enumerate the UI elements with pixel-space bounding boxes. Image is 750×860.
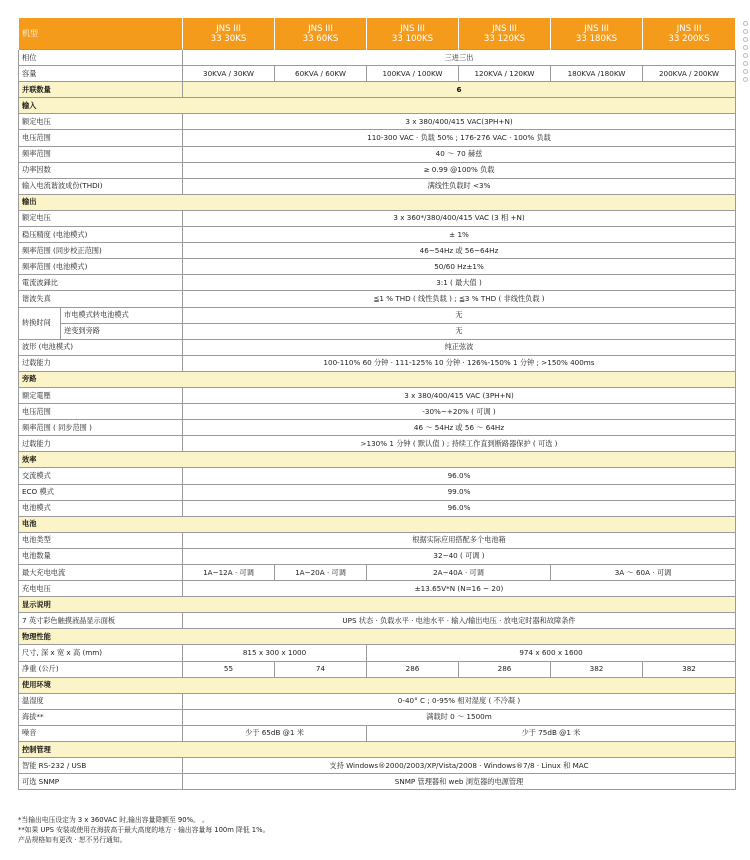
table-row: [19, 468, 736, 484]
row-label: 并联数量: [19, 82, 183, 98]
row-value: 2A~40A · 可调: [367, 565, 551, 581]
section-environment: [19, 677, 736, 693]
table-row: [19, 404, 736, 420]
row-label: 频率范围 (同步校正范围): [19, 243, 183, 259]
spec-table: [18, 18, 736, 790]
section-battery: [19, 516, 736, 532]
section-display: [19, 597, 736, 613]
row-value: 3 x 380/400/415 VAC (3PH+N): [183, 387, 736, 403]
section-title: 显示说明: [19, 597, 736, 613]
table-row: [19, 210, 736, 226]
table-row: [19, 259, 736, 275]
table-row: [19, 50, 736, 66]
model-1: JNS III 33 30KS: [183, 18, 275, 50]
dot-icon: [743, 21, 748, 26]
dot-icon: [743, 37, 748, 42]
row-value: SNMP 管理器和 web 浏览器的电源管理: [183, 774, 736, 790]
row-value: 三进三出: [183, 50, 736, 66]
row-label: 功率因数: [19, 162, 183, 178]
row-label: ECO 模式: [19, 484, 183, 500]
row-value: 满载时 0 ～ 1500m: [183, 709, 736, 725]
table-row: [19, 693, 736, 709]
table-row: [19, 709, 736, 725]
table-row: [19, 130, 736, 146]
row-value: 74: [275, 661, 367, 677]
row-label: 频率范围 (电池模式): [19, 259, 183, 275]
row-value: 支持 Windows®2000/2003/XP/Vista/2008 · Windows®7/8 · Linux 和 MAC: [183, 758, 736, 774]
table-row: [19, 291, 736, 307]
dot-icon: [743, 29, 748, 34]
decorative-dots: [738, 18, 750, 69]
section-efficiency: [19, 452, 736, 468]
table-row: [19, 227, 736, 243]
row-label: 额定电压: [19, 210, 183, 226]
row-label: 转换时间: [19, 307, 61, 339]
row-value: 少于 65dB @1 米: [183, 725, 367, 741]
row-label: 尺寸, 深 x 宽 x 高 (mm): [19, 645, 183, 661]
row-value: 0-40° C ; 0-95% 相对湿度 ( 不冷凝 ): [183, 693, 736, 709]
dot-icon: [743, 53, 748, 58]
table-row: [19, 420, 736, 436]
row-value: 根据实际应用搭配多个电池箱: [183, 532, 736, 548]
row-label: 净重 (公斤): [19, 661, 183, 677]
row-label: 容量: [19, 66, 183, 82]
section-title: 电池: [19, 516, 736, 532]
section-physical: [19, 629, 736, 645]
row-label: 充电电压: [19, 581, 183, 597]
row-label: 可选 SNMP: [19, 774, 183, 790]
row-value: 3 x 380/400/415 VAC(3PH+N): [183, 114, 736, 130]
row-value: 974 x 600 x 1600: [367, 645, 736, 661]
table-row: [19, 661, 736, 677]
table-row: [19, 725, 736, 741]
row-sublabel: 市电模式转电池模式: [61, 307, 183, 323]
row-label: 7 英寸彩色触摸液晶显示面板: [19, 613, 183, 629]
table-row: [19, 243, 736, 259]
model-6: JNS III 33 200KS: [643, 18, 736, 50]
row-value: 少于 75dB @1 米: [367, 725, 736, 741]
row-value: 1A~20A · 可调: [275, 565, 367, 581]
row-value: 110-300 VAC · 负载 50% ; 176-276 VAC · 100% 负载: [183, 130, 736, 146]
row-value: 286: [367, 661, 459, 677]
row-label: 額定電壓: [19, 387, 183, 403]
row-value: ±13.65V*N (N=16 ~ 20): [183, 581, 736, 597]
model-5: JNS III 33 180KS: [551, 18, 643, 50]
row-label: 电池类型: [19, 532, 183, 548]
row-label: 频率范围 ( 同步范围 ): [19, 420, 183, 436]
row-value: 46~54Hz 或 56~64Hz: [183, 243, 736, 259]
row-label: 电池数量: [19, 548, 183, 564]
row-label: 电池模式: [19, 500, 183, 516]
table-row: [19, 532, 736, 548]
table-row: [19, 613, 736, 629]
table-row: [19, 146, 736, 162]
row-label: 交流模式: [19, 468, 183, 484]
row-value: 30KVA / 30KW: [183, 66, 275, 82]
row-value: 96.0%: [183, 468, 736, 484]
table-row: [19, 66, 736, 82]
row-label: 最大充电电流: [19, 565, 183, 581]
section-output: [19, 194, 736, 210]
section-title: 旁路: [19, 371, 736, 387]
section-title: 输出: [19, 194, 736, 210]
footnote: **如果 UPS 安装或使用在海拔高于最大高度的地方 · 输出容量每 100m 降低 1%。: [18, 826, 270, 834]
section-input: [19, 98, 736, 114]
row-value: 55: [183, 661, 275, 677]
row-value: 99.0%: [183, 484, 736, 500]
table-row: [19, 355, 736, 371]
row-label: 温湿度: [19, 693, 183, 709]
model-label: 机型: [19, 18, 183, 50]
row-value: 3 x 360*/380/400/415 VAC (3 相 +N): [183, 210, 736, 226]
section-title: 使用环境: [19, 677, 736, 693]
row-label: 相位: [19, 50, 183, 66]
dot-icon: [743, 69, 748, 74]
row-value: 无: [183, 307, 736, 323]
section-title: 物理性能: [19, 629, 736, 645]
table-row: [19, 484, 736, 500]
table-row: [19, 178, 736, 194]
dot-icon: [743, 77, 748, 82]
model-4: JNS III 33 120KS: [459, 18, 551, 50]
row-value: 286: [459, 661, 551, 677]
row-label: 额定电压: [19, 114, 183, 130]
row-value: 46 ～ 54Hz 或 56 ～ 64Hz: [183, 420, 736, 436]
dot-icon: [743, 45, 748, 50]
section-management: [19, 742, 736, 758]
table-row: [19, 307, 736, 323]
row-value: ≥ 0.99 @100% 负载: [183, 162, 736, 178]
table-row: [19, 548, 736, 564]
section-title: 效率: [19, 452, 736, 468]
header-row: [19, 18, 736, 50]
table-row: [19, 114, 736, 130]
section-title: 输入: [19, 98, 736, 114]
row-value: ± 1%: [183, 227, 736, 243]
row-label: 电压范围: [19, 404, 183, 420]
row-value: 40 ～ 70 赫兹: [183, 146, 736, 162]
table-row: [19, 758, 736, 774]
row-label: 噪音: [19, 725, 183, 741]
dot-icon: [743, 61, 748, 66]
footnotes: [18, 815, 735, 845]
table-row: [19, 387, 736, 403]
row-label: 波形 (电池模式): [19, 339, 183, 355]
row-value: 1A~12A · 可调: [183, 565, 275, 581]
row-value: 382: [643, 661, 736, 677]
row-label: 電流波鋒比: [19, 275, 183, 291]
row-value: UPS 状态 · 负载水平 · 电池水平 · 输入/输出电压 · 放电定时器和故障条件: [183, 613, 736, 629]
row-label: 输入电流谐波成份(THDI): [19, 178, 183, 194]
row-value: -30%~+20% ( 可调 ): [183, 404, 736, 420]
footnote: *当输出电压设定为 3 x 360VAC 时,输出容量降额至 90%。 。: [18, 816, 209, 824]
row-value: >130% 1 分钟 ( 默认值 ) ; 持续工作直到断路器保护 ( 可选 ): [183, 436, 736, 452]
model-2: JNS III 33 60KS: [275, 18, 367, 50]
table-row: [19, 436, 736, 452]
row-label: 海拔**: [19, 709, 183, 725]
table-row: [19, 500, 736, 516]
row-value: 32~40 ( 可调 ): [183, 548, 736, 564]
row-label: 谐波失真: [19, 291, 183, 307]
row-value: ≦1 % THD ( 线性负载 ) ; ≦3 % THD ( 非线性负载 ): [183, 291, 736, 307]
row-value: 纯正弦波: [183, 339, 736, 355]
row-sublabel: 逆变到旁路: [61, 323, 183, 339]
table-row: [19, 275, 736, 291]
row-value: 382: [551, 661, 643, 677]
row-value: 3:1 ( 最大值 ): [183, 275, 736, 291]
table-row: [19, 774, 736, 790]
table-row: [19, 323, 736, 339]
table-row: [19, 339, 736, 355]
table-row: [19, 82, 736, 98]
row-value: 3A ～ 60A · 可调: [551, 565, 736, 581]
row-value: 100-110% 60 分钟 · 111-125% 10 分钟 · 126%-150% 1 分钟 ; >150% 400ms: [183, 355, 736, 371]
row-value: 96.0%: [183, 500, 736, 516]
model-3: JNS III 33 100KS: [367, 18, 459, 50]
row-value: 100KVA / 100KW: [367, 66, 459, 82]
section-title: 控制管理: [19, 742, 736, 758]
table-row: [19, 162, 736, 178]
row-label: 过载能力: [19, 355, 183, 371]
row-value: 60KVA / 60KW: [275, 66, 367, 82]
table-row: [19, 581, 736, 597]
row-value: 120KVA / 120KW: [459, 66, 551, 82]
row-value: 满线性负载时 <3%: [183, 178, 736, 194]
row-label: 电压范围: [19, 130, 183, 146]
row-label: 智能 RS-232 / USB: [19, 758, 183, 774]
row-value: 无: [183, 323, 736, 339]
row-value: 50/60 Hz±1%: [183, 259, 736, 275]
row-value: 200KVA / 200KW: [643, 66, 736, 82]
row-label: 稳压精度 (电池模式): [19, 227, 183, 243]
row-label: 过载能力: [19, 436, 183, 452]
table-row: [19, 645, 736, 661]
table-row: [19, 565, 736, 581]
row-label: 频率范围: [19, 146, 183, 162]
row-value: 180KVA /180KW: [551, 66, 643, 82]
section-bypass: [19, 371, 736, 387]
footnote: 产品规格如有更改 · 恕不另行通知。: [18, 836, 127, 844]
row-value: 815 x 300 x 1000: [183, 645, 367, 661]
row-value: 6: [183, 82, 736, 98]
